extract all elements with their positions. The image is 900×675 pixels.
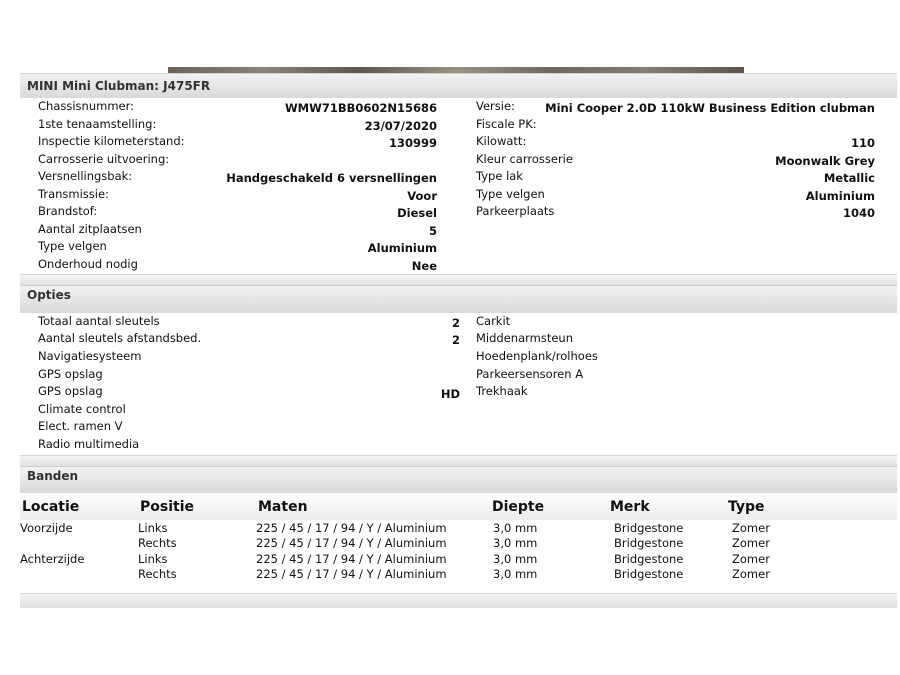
tires-section-header: Banden [20, 466, 897, 493]
spec-value: Diesel [397, 206, 437, 220]
spec-value: Nee [411, 259, 437, 273]
table-row [20, 567, 897, 583]
spec-label: Chassisnummer: [38, 99, 134, 113]
spec-label: Kleur carrosserie [476, 152, 573, 166]
spec-value: 5 [428, 224, 437, 238]
spec-value: Moonwalk Grey [775, 154, 875, 168]
cell-diepte: 3,0 mm [493, 551, 538, 566]
option-label: Radio multimedia [38, 437, 140, 451]
spec-label: Aantal zitplaatsen [38, 222, 142, 236]
cell-locatie: Voorzijde [20, 520, 73, 535]
spec-value: WMW71BB0602N15686 [285, 101, 437, 115]
cell-locatie: Achterzijde [20, 551, 85, 566]
cell-locatie [20, 536, 138, 552]
column-header-type: Type [726, 493, 897, 520]
spec-label: Type lak [476, 169, 523, 183]
cell-positie: Rechts [138, 536, 177, 551]
tires-table [20, 493, 897, 582]
column-header-positie: Positie [138, 493, 256, 520]
spec-value: Metallic [823, 171, 875, 185]
option-label: GPS opslag [38, 384, 103, 398]
option-item: Hoedenplank/rolhoes [476, 349, 598, 363]
spec-value: Aluminium [367, 241, 437, 255]
option-label: Elect. ramen V [38, 419, 123, 433]
cell-type: Zomer [732, 520, 770, 535]
column-header-maten: Maten [256, 493, 490, 520]
spec-label: Transmissie: [38, 187, 109, 201]
option-value: HD [440, 387, 460, 401]
option-item: Middenarmsteun [476, 331, 574, 345]
spec-value: Mini Cooper 2.0D 110kW Business Edition clubman [545, 101, 875, 115]
spec-value: 1040 [842, 206, 875, 220]
spec-label: Inspectie kilometerstand: [38, 134, 185, 148]
footer-divider [20, 593, 897, 608]
spec-label: Versie: [476, 99, 515, 113]
option-value: 2 [451, 333, 460, 347]
column-header-diepte: Diepte [490, 493, 608, 520]
cell-maten: 225 / 45 / 17 / 94 / Y / Aluminium [256, 520, 447, 535]
option-label: Totaal aantal sleutels [38, 314, 160, 328]
cell-positie: Links [138, 520, 168, 535]
cell-diepte: 3,0 mm [493, 567, 538, 582]
spec-label: 1ste tenaamstelling: [38, 117, 157, 131]
spec-label: Parkeerplaats [476, 204, 555, 218]
column-header-merk: Merk [608, 493, 726, 520]
option-label: Aantal sleutels afstandsbed. [38, 331, 202, 345]
table-row [20, 551, 897, 567]
option-value: 2 [451, 316, 460, 330]
option-label: GPS opslag [38, 367, 103, 381]
cell-diepte: 3,0 mm [493, 536, 538, 551]
spec-value: 130999 [388, 136, 437, 150]
option-item: Carkit [476, 314, 511, 328]
spec-label: Versnellingsbak: [38, 169, 133, 183]
spec-label: Type velgen [38, 239, 107, 253]
cell-maten: 225 / 45 / 17 / 94 / Y / Aluminium [256, 536, 447, 551]
cell-diepte: 3,0 mm [493, 520, 538, 535]
cell-type: Zomer [732, 551, 770, 566]
cell-merk: Bridgestone [614, 520, 684, 535]
option-item: Trekhaak [476, 384, 528, 398]
cell-maten: 225 / 45 / 17 / 94 / Y / Aluminium [256, 551, 447, 566]
option-label: Climate control [38, 402, 126, 416]
cell-positie: Rechts [138, 567, 177, 582]
cell-type: Zomer [732, 536, 770, 551]
cell-type: Zomer [732, 567, 770, 582]
cell-merk: Bridgestone [614, 567, 684, 582]
spec-label: Carrosserie uitvoering: [38, 152, 170, 166]
spec-value: Handgeschakeld 6 versnellingen [226, 171, 437, 185]
table-row [20, 536, 897, 552]
cell-merk: Bridgestone [614, 536, 684, 551]
cell-locatie [20, 567, 138, 583]
table-header-row [20, 493, 897, 520]
options-section-header: Opties [20, 285, 897, 313]
spec-label: Onderhoud nodig [38, 257, 138, 271]
spec-value: 110 [850, 136, 875, 150]
table-row [20, 520, 897, 536]
cell-positie: Links [138, 551, 168, 566]
spec-label: Brandstof: [38, 204, 98, 218]
column-header-locatie: Locatie [20, 493, 138, 520]
vehicle-section-header: MINI Mini Clubman: J475FR [20, 73, 897, 98]
spec-label: Type velgen [476, 187, 545, 201]
cell-merk: Bridgestone [614, 551, 684, 566]
cell-maten: 225 / 45 / 17 / 94 / Y / Aluminium [256, 567, 447, 582]
spec-value: Voor [407, 189, 437, 203]
spec-value: 23/07/2020 [364, 119, 437, 133]
option-label: Navigatiesysteem [38, 349, 142, 363]
spec-label: Kilowatt: [476, 134, 527, 148]
spec-value: Aluminium [805, 189, 875, 203]
spec-label: Fiscale PK: [476, 117, 537, 131]
option-item: Parkeersensoren A [476, 367, 584, 381]
